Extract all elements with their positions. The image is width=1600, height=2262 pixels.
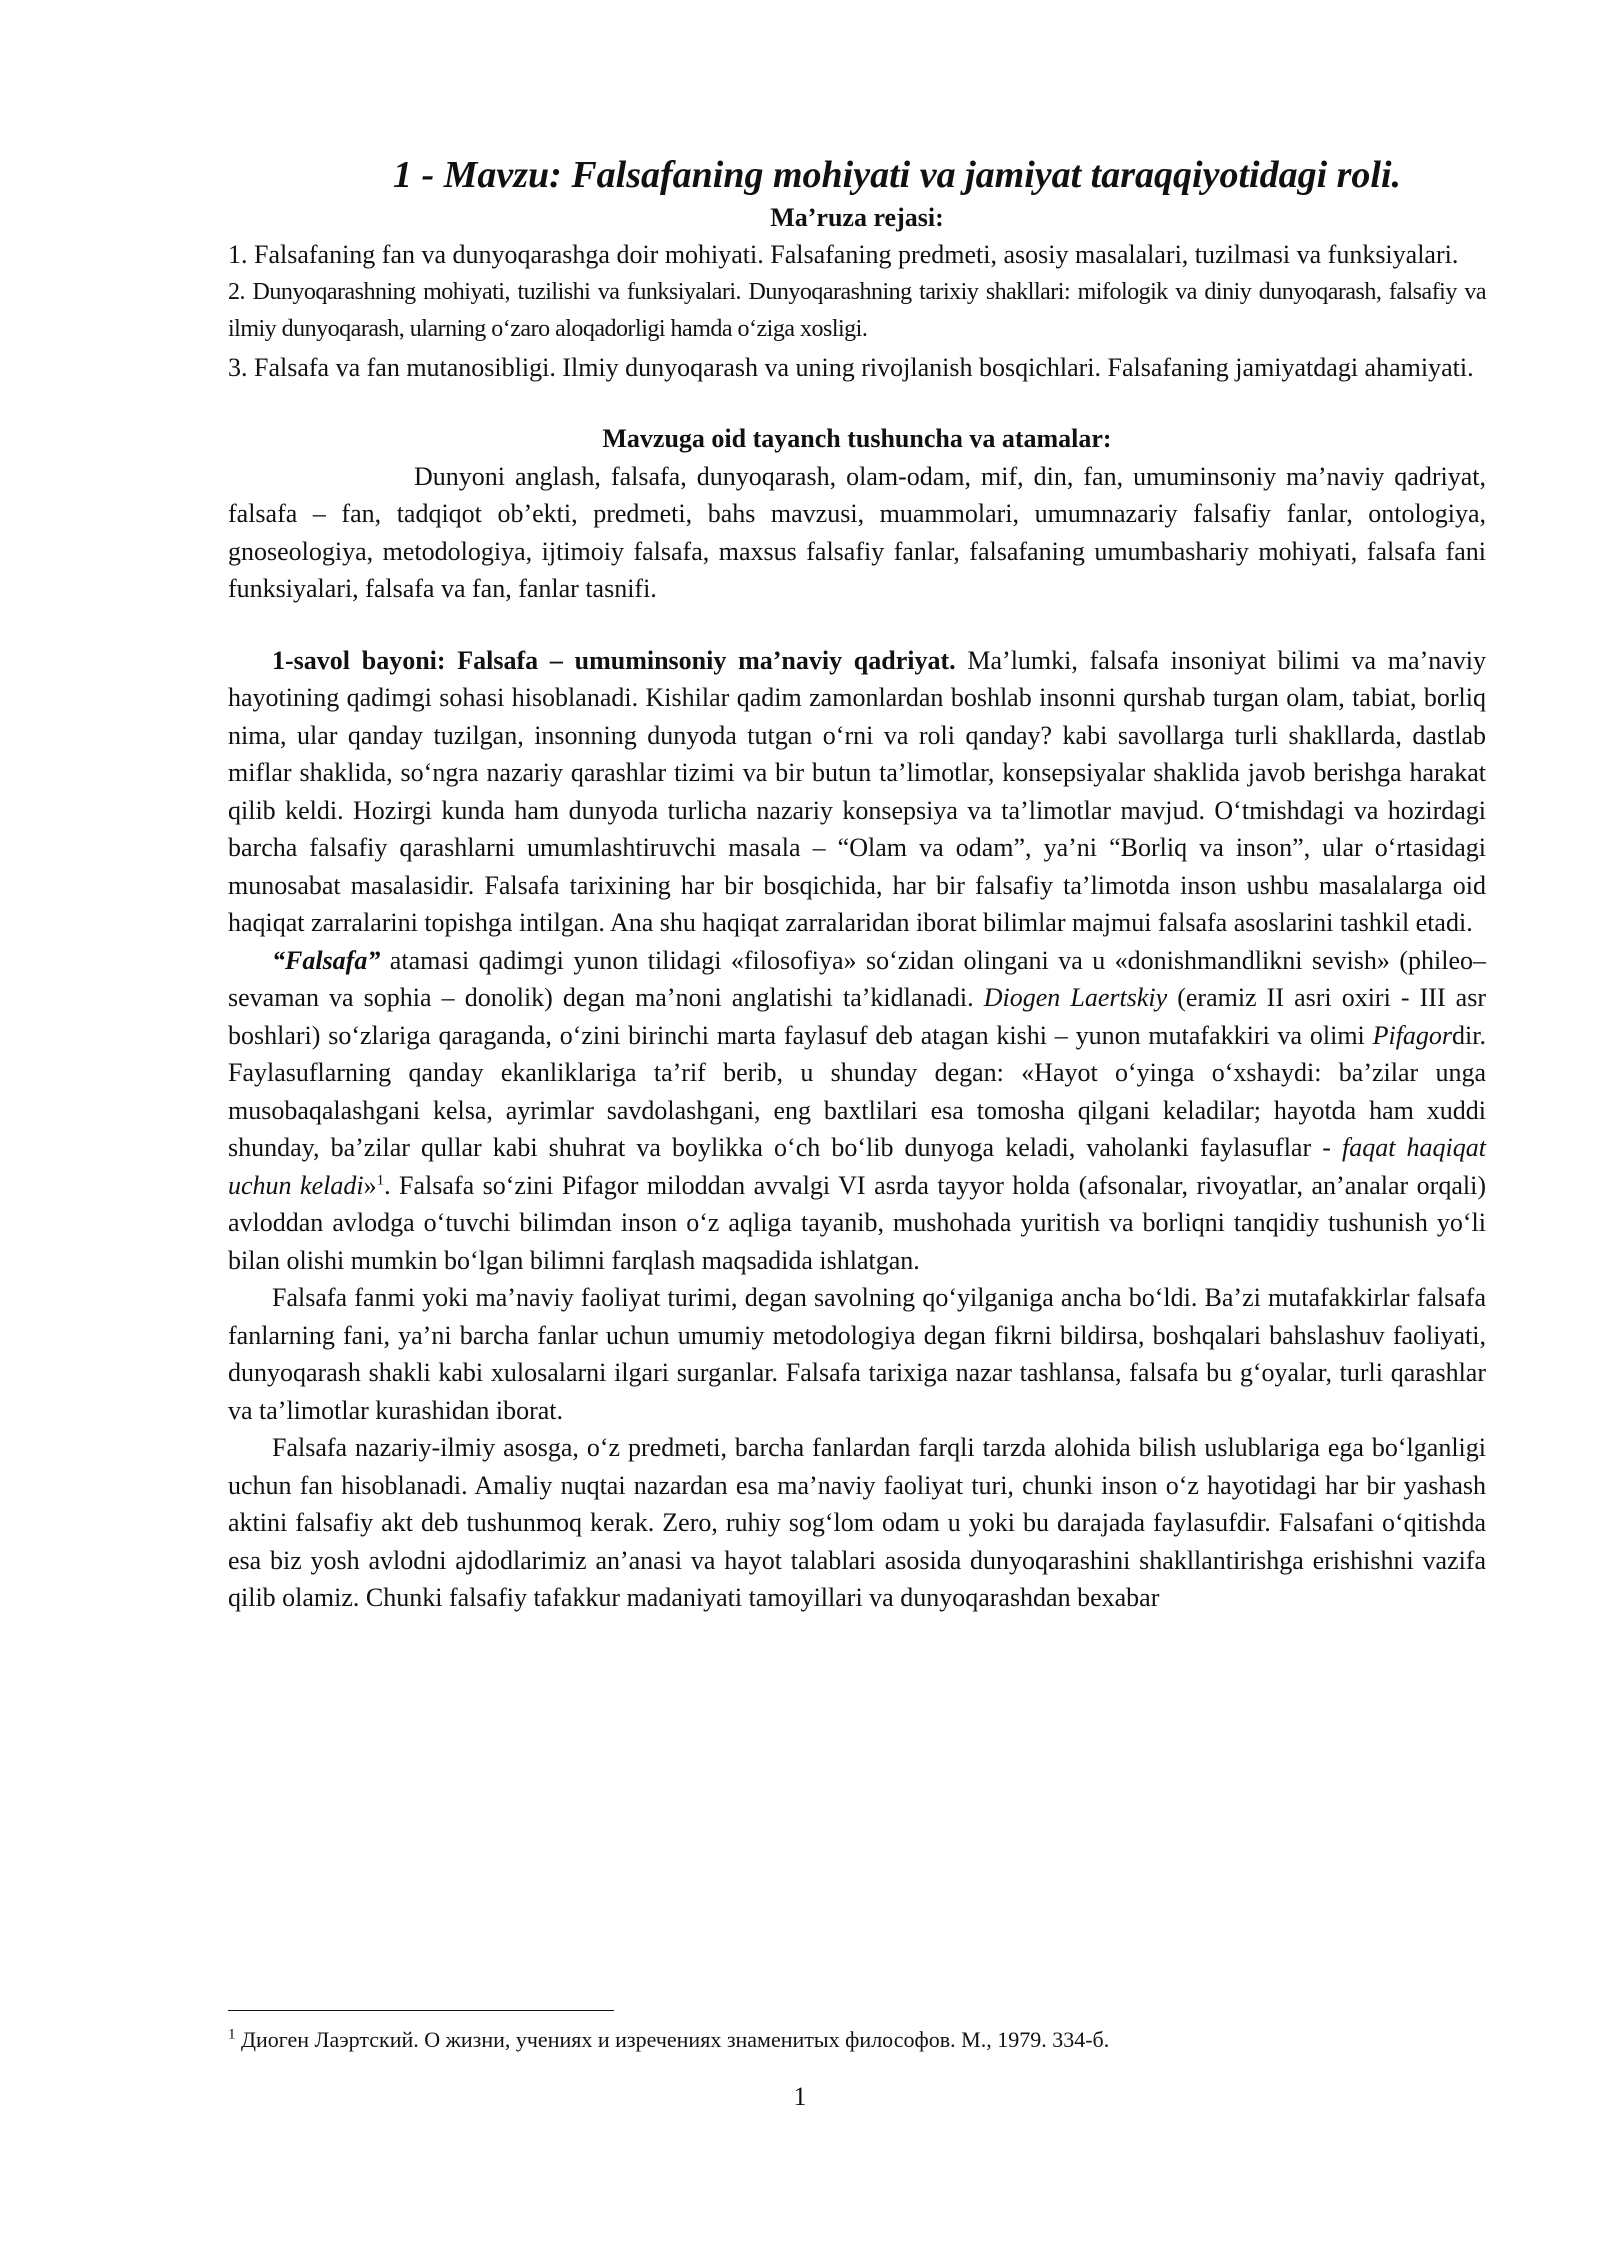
paragraph-3: Falsafa fanmi yoki ma’naviy faoliyat turimi, degan savolning qo‘yilganiga ancha bo‘ldi. Ba’zi mutafakkirlar falsafa fanlarning fani, ya’ni barcha fanlar uchun umumiy metodologiya degan fikrni bildirsa, boshqalari bahslashuv faoliyati, dunyoqarash shakli kabi xulosalarni ilgari surganlar. Falsafa tarixiga nazar tashlansa, falsafa bu g‘oyalar, turli qarashlar va ta’limotlar kurashidan iborat. [228, 1283, 1486, 1425]
paragraph-4: Falsafa nazariy-ilmiy asosga, o‘z predmeti, barcha fanlardan farqli tarzda alohida bilish uslublariga ega bo‘lganligi uchun fan hisoblanadi. Amaliy nuqtai nazardan esa ma’naviy faoliyat turi, chunki inson o‘z hayotidagi har bir yashash aktini falsafiy akt deb tushunmoq kerak. Zero, ruhiy sog‘lom odam u yoki bu darajada faylasufdir. Falsafani o‘qitishda esa biz yosh avlodni ajdodlarimiz an’anasi va hayot talablari asosida dunyoqarashini shakllantirishga erishishni vazifa qilib olamiz. Chunki falsafiy tafakkur madaniyati tamoyillari va dunyoqarashdan bexabar [228, 1433, 1486, 1612]
name-diogen: Diogen Laertskiy [983, 983, 1168, 1012]
footnote-text: Диоген Лаэртский. О жизни, учениях и изречениях знаменитых философов. М., 1979. 334-б. [235, 2027, 1110, 2052]
page-title: 1 - Mavzu: Falsafaning mohiyati va jamiyat taraqqiyotidagi roli. [392, 154, 1402, 196]
page-number: 1 [793, 2082, 807, 2111]
paragraph-2-quote-close: » [363, 1170, 377, 1200]
question-lead: 1-savol bayoni: Falsafa – umuminsoniy ma’naviy qadriyat. [272, 645, 956, 675]
quote-italic: faqat haqiqat uchun keladi [228, 1133, 1486, 1200]
name-pifagor: Pifagor [1372, 1020, 1453, 1050]
footnote-ref[interactable]: 1 [376, 1171, 385, 1188]
term-falsafa: “Falsafa” [272, 945, 381, 975]
paragraph-2-text-b: (eramiz II asri oxiri - III asr boshlari) so‘zlariga qaraganda, o‘zini birinchi marta faylasuf deb atagan kishi – yunon mutafakkiri va olimi [228, 983, 1486, 1050]
paragraph-2-text-d: . Falsafa so‘zini Pifagor miloddan avvalgi VI asrda tayyor holda (afsonalar, rivoyatlar, an’analar orqali) avloddan avlodga o‘tuvchi bilimdan inson o‘z aqliga tayanib, mushohada yuritish va borliqni tanqidiy tushunish yo‘li bilan olishi mumkin bo‘lgan bilimni farqlash maqsadida ishlatgan. [228, 1170, 1486, 1275]
paragraph-1-text: Ma’lumki, falsafa insoniyat bilimi va ma’naviy hayotining qadimgi sohasi hisoblanadi. Kishilar qadim zamonlardan boshlab insonni qurshab turgan olam, tabiat, borliq nima, ular qanday tuzilgan, insonning dunyoda tutgan o‘rni va roli qanday? kabi savollarga turli shakllarda, dastlab miflar shaklida, so‘ngra nazariy qarashlar tizimi va bir butun ta’limotlar, konsepsiyalar shaklida javob berishga harakat qilib keldi. Hozirgi kunda ham dunyoda turlicha nazariy konsepsiya va ta’limotlar mavjud. O‘tmishdagi va hozirdagi barcha falsafiy qarashlarni umumlashtiruvchi masala – “Olam va odam”, ya’ni “Borliq va inson”, ular o‘rtasidagi munosabat masalasidir. Falsafa tarixining har bir bosqichida, har bir falsafiy ta’limotda inson ushbu masalalarga oid haqiqat zarralarini topishga intilgan. Ana shu haqiqat zarralaridan iborat bilimlar majmui falsafa asoslarini tashkil etadi. [228, 645, 1486, 937]
paragraph-2-text-c: dir. Faylasuflarning qanday ekanliklariga ta’rif berib, u shunday degan: «Hayot o‘yinga o‘xshaydi: ba’zilar unga musobaqalashgani kelsa, ayrimlar savdolashgani, eng baxtlilari esa tomosha qilgani keladilar; hayotda ham xuddi shunday, ba’zilar qullar kabi shuhrat va boylikka o‘ch bo‘lib dunyoga keladi, vaholanki faylasuflar - [228, 1020, 1486, 1162]
keywords-text: Dunyoni anglash, falsafa, dunyoqarash, olam-odam, mif, din, fan, umuminsoniy ma’naviy qadriyat, falsafa – fan, tadqiqot ob’ekti, predmeti, bahs mavzusi, muammolari, umumnazariy falsafiy fanlar, ontologiya, gnoseologiya, metodologiya, ijtimoiy falsafa, maxsus falsafiy fanlar, falsafaning umumbashariy mohiyati, falsafa fani funksiyalari, falsafa va fan, fanlar tasnifi. [228, 461, 1486, 603]
footnote-mark: 1 [228, 2026, 236, 2043]
footnote [228, 2025, 1486, 2055]
document-page [228, 150, 1486, 1617]
plan-item-1: 1. Falsafaning fan va dunyoqarashga doir mohiyati. Falsafaning predmeti, asosiy masalalari, tuzilmasi va funksiyalari. [228, 240, 1459, 269]
paragraph-2-text-a: atamasi qadimgi yunon tilidagi «filosofiya» so‘zidan olingani va u «donishmandlikni sevish» (phileo– sevaman va sophia – donolik) degan ma’noni anglatishi ta’kidlanadi. [228, 945, 1486, 1012]
paragraph-2 [228, 942, 1486, 1280]
keywords-heading: Mavzuga oid tayanch tushuncha va atamalar: [602, 424, 1112, 453]
plan-item-3: 3. Falsafa va fan mutanosibligi. Ilmiy dunyoqarash va uning rivojlanish bosqichlari. Falsafaning jamiyatdagi ahamiyati. [228, 352, 1474, 382]
lecture-plan-heading: Ma’ruza rejasi: [770, 203, 944, 232]
footnote-separator [228, 2010, 614, 2011]
plan-item-2: 2. Dunyoqarashning mohiyati, tuzilishi va funksiyalari. Dunyoqarashning tarixiy shakllari: mifologik va diniy dunyoqarash, falsafiy va ilmiy dunyoqarash, ularning o‘zaro aloqadorligi hamda o‘ziga xosligi. [228, 278, 1486, 342]
paragraph-1 [228, 642, 1486, 942]
lecture-plan [228, 236, 1486, 386]
